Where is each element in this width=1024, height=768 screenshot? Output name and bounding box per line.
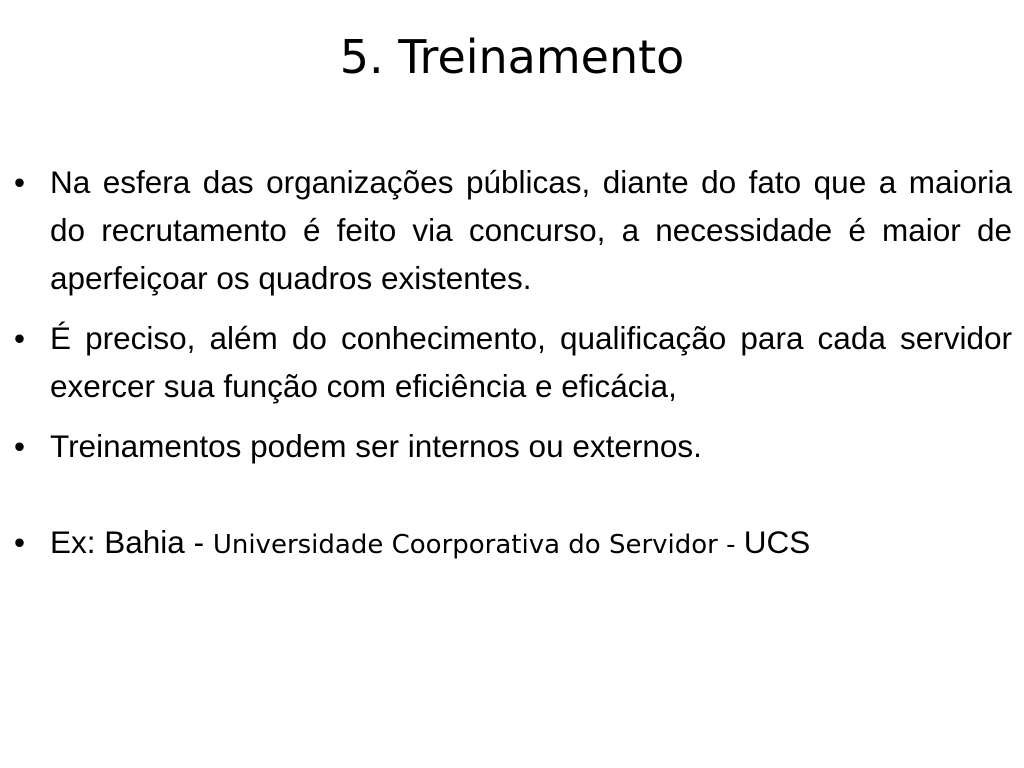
bullet-item bbox=[14, 158, 1012, 302]
bullet-text: Treinamentos podem ser internos ou externos. bbox=[50, 428, 702, 464]
slide-title: 5. Treinamento bbox=[339, 30, 685, 84]
bullet-item bbox=[14, 314, 1012, 410]
bullet-icon: • bbox=[14, 524, 26, 560]
bullet-icon: • bbox=[14, 164, 26, 200]
bullet-item bbox=[14, 518, 1012, 569]
example-institution: Universidade Coorporativa do Servidor - bbox=[212, 530, 744, 560]
bullet-list bbox=[14, 158, 1012, 569]
example-acronym: UCS bbox=[743, 524, 811, 560]
bullet-text: É preciso, além do conhecimento, qualificação para cada servidor exercer sua função com eficiência e eficácia, bbox=[50, 320, 1012, 404]
example-prefix: Ex: Bahia - bbox=[50, 524, 213, 560]
bullet-item bbox=[14, 422, 1012, 470]
bullet-icon: • bbox=[14, 320, 26, 356]
bullet-text: Na esfera das organizações públicas, diante do fato que a maioria do recrutamento é feito via concurso, a necessidade é maior de aperfeiçoar os quadros existentes. bbox=[50, 164, 1012, 296]
bullet-icon: • bbox=[14, 428, 26, 464]
